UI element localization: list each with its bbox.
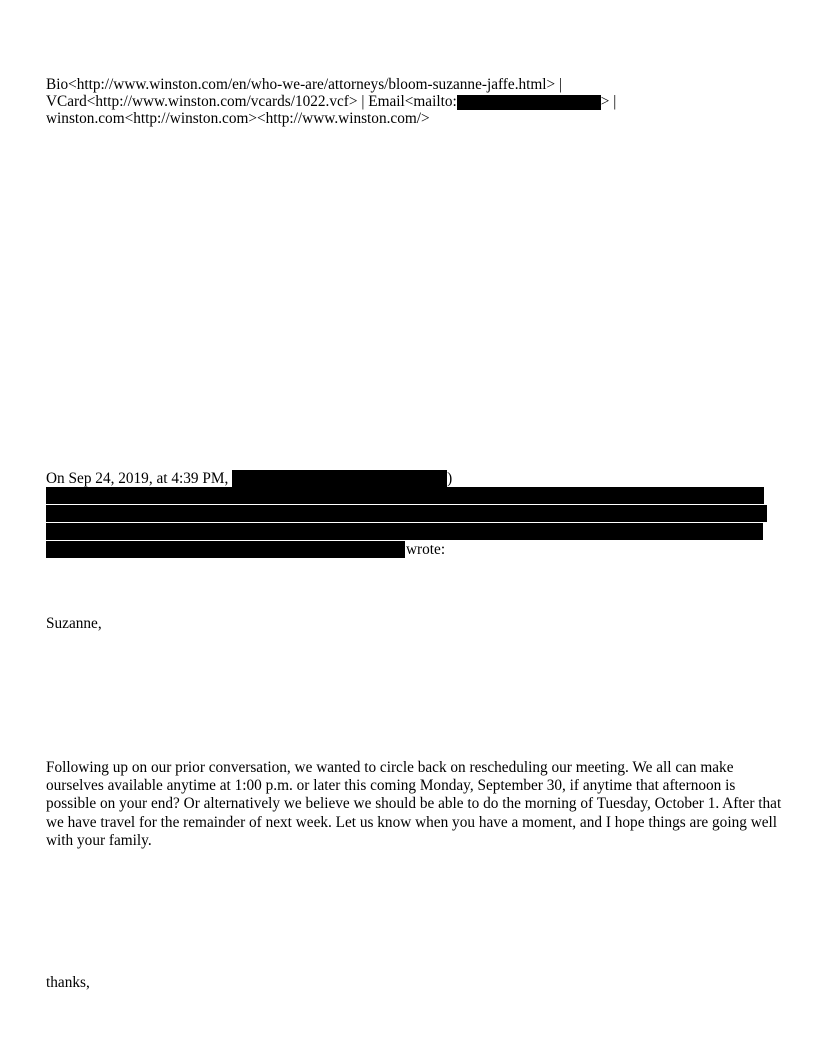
signature-vcard-line: [46, 93, 616, 111]
vcard-line-suffix: > |: [600, 93, 617, 110]
redacted-recipient-line-1: [46, 487, 764, 504]
redacted-recipient-line-2: [46, 505, 767, 522]
redacted-sender-name: [232, 470, 447, 488]
quote-date-text: On Sep 24, 2019, at 4:39 PM,: [46, 470, 229, 487]
signature-website-line: [46, 110, 430, 128]
redacted-recipient-line-4: [46, 541, 405, 558]
closing: thanks,: [46, 974, 90, 991]
message-paragraph: Following up on our prior conversation, we wanted to circle back on rescheduling our meeting. We all can make ourselves available anytime at 1:00 p.m. or later this coming Monday, September 30, if anytime that afternoon is possible on your end? Or alternatively we believe we should be able to do the morning of Tuesday, October 1. After that we have travel for the remainder of next week. Let us know when you have a moment, and I hope things are going well with your family.: [46, 759, 782, 849]
vcard-email-text[interactable]: VCard<http://www.winston.com/vcards/1022.vcf> | Email<mailto:: [46, 93, 457, 110]
redacted-recipient-line-3: [46, 523, 763, 540]
quote-header-line: [46, 470, 452, 488]
wrote-label: wrote:: [406, 541, 446, 558]
bio-link-text[interactable]: Bio<http://www.winston.com/en/who-we-are/attorneys/bloom-suzanne-jaffe.html> |: [46, 76, 563, 93]
quote-header-paren: ): [447, 470, 453, 487]
website-link-text[interactable]: winston.com<http://winston.com><http://www.winston.com/>: [46, 110, 430, 127]
salutation: Suzanne,: [46, 615, 102, 632]
signature-bio-line: [46, 76, 562, 94]
redacted-email: [457, 95, 601, 110]
